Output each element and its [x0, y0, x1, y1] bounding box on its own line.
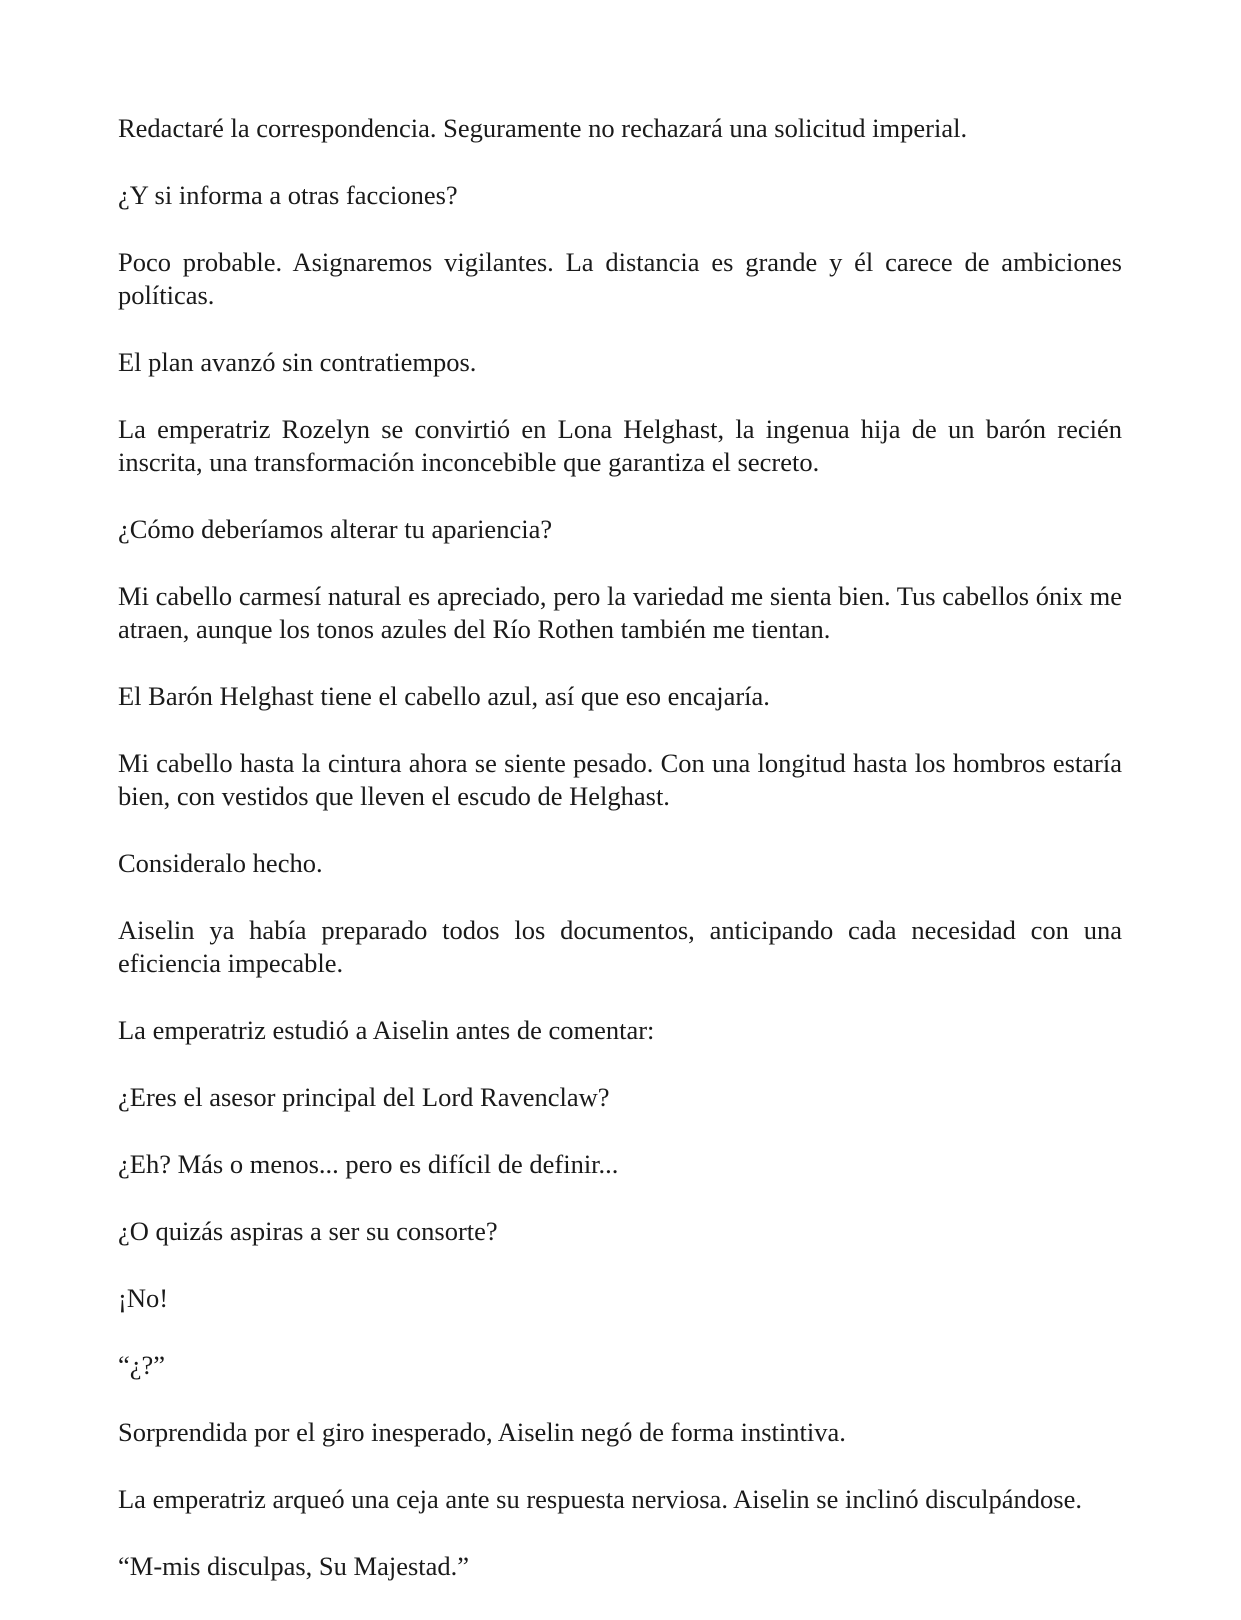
paragraph: ¿Y si informa a otras facciones?: [118, 180, 458, 210]
paragraph: Mi cabello hasta la cintura ahora se siente pesado. Con una longitud hasta los hombros estaría bien, con vestidos que lleven el escudo de Helghast.: [118, 748, 1122, 811]
paragraph: La emperatriz arqueó una ceja ante su respuesta nerviosa. Aiselin se inclinó disculpándose.: [118, 1484, 1082, 1514]
paragraph: ¿Cómo deberíamos alterar tu apariencia?: [118, 514, 553, 544]
paragraph: La emperatriz Rozelyn se convirtió en Lona Helghast, la ingenua hija de un barón recién inscrita, una transformación inconcebible que garantiza el secreto.: [118, 414, 1122, 477]
paragraph: “¿?”: [118, 1350, 166, 1380]
paragraph: Poco probable. Asignaremos vigilantes. La distancia es grande y él carece de ambiciones políticas.: [118, 247, 1122, 310]
paragraph: El plan avanzó sin contratiempos.: [118, 347, 477, 377]
paragraph: ¿Eres el asesor principal del Lord Ravenclaw?: [118, 1082, 610, 1112]
paragraph: ¡No!: [118, 1283, 169, 1313]
paragraph: “M-mis disculpas, Su Majestad.”: [118, 1551, 470, 1581]
paragraph: El Barón Helghast tiene el cabello azul, así que eso encajaría.: [118, 681, 770, 711]
paragraph: Redactaré la correspondencia. Seguramente no rechazará una solicitud imperial.: [118, 113, 968, 143]
paragraph: La emperatriz estudió a Aiselin antes de comentar:: [118, 1015, 655, 1045]
paragraph: Aiselin ya había preparado todos los documentos, anticipando cada necesidad con una eficiencia impecable.: [118, 915, 1122, 978]
document-body: [118, 112, 1122, 1617]
paragraph: ¿O quizás aspiras a ser su consorte?: [118, 1216, 498, 1246]
paragraph: Sorprendida por el giro inesperado, Aiselin negó de forma instintiva.: [118, 1417, 846, 1447]
paragraph: ¿Eh? Más o menos... pero es difícil de definir...: [118, 1149, 619, 1179]
paragraph: Consideralo hecho.: [118, 848, 323, 878]
paragraph: Mi cabello carmesí natural es apreciado, pero la variedad me sienta bien. Tus cabellos ónix me atraen, aunque los tonos azules del Río Rothen también me tientan.: [118, 581, 1122, 644]
